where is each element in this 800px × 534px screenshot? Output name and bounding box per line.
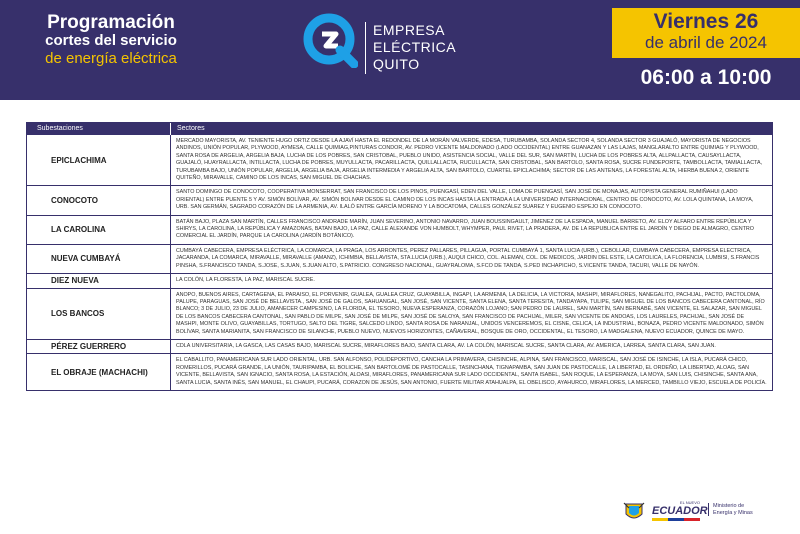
coat-of-arms-icon bbox=[622, 500, 646, 524]
column-header-sectors: Sectores bbox=[177, 125, 205, 132]
ministry-line-1: Ministerio de bbox=[713, 503, 745, 509]
sector-list: BATÁN BAJO, PLAZA SAN MARTÍN, CALLES FRANCISCO ANDRADE MARÍN, JUAN SEVERINO, ANTONIO NAVARRO, JUAN BOUSSINGAULT, JIMENEZ DE LA ESPADA, MANUEL BARRETO, AV. ELOY ALFARO ENTRE REPÚBLICA Y SHIRYS, LA CAROLINA, LA REPÚBLICA Y AMAZONAS, BATAN BAJO, LA PAZ, CALLE ALEXANDE VON HUMBOLT, WHYMPER, PAUL RIVET, LA PRADERA, AV. DE LA REPUBLICA ENTRE EL JARDÍN Y DIEGO DE ALMAGRO, CENTRO COMERCIAL EL JARDÍN, PARQUE LA CAROLINA (JARDÍN BOTÁNICO). bbox=[176, 218, 754, 240]
substation-name: LOS BANCOS bbox=[27, 289, 171, 339]
date-box bbox=[612, 8, 800, 58]
table-header bbox=[27, 123, 772, 135]
sector-list: MERCADO MAYORISTA, AV. TENIENTE HUGO ORTIZ DESDE LA AJAVÍ HASTA EL REDONDEL DE LA MORÁN VALVERDE, EDESA, TURUBAMBA, SOLANDA SECTOR 4, SOLANDA SECTOR 3 GUAJALÓ, MAYORISTA DE NEGOCIOS ANDINOS, UNIÓN POPULAR, PLYWOOD, AYMESA, CALLE QUIMIAG,PINTURAS CONDOR, AV. PEDRO VICENTE MALDONADO (LADO OCCIDENTAL) ENTRE GUANAZAN Y LAS LAJAS, MANGLARALTO ENTRE QUIMIAG Y PLYWOOD, SANTA ROSA DE ARGELIA, ARGELIA BAJA, LUCHA DE LOS POBRES, SAN CRISTOBAL, PUEBLO UNIDO, ASISTENCIA SOCIAL, VALLE DEL SUR, SAN MARTÍN, LUCHA DE LOS POBRES ALTA, ALLPALLACTA, CAUSAYLLACTA, GUAJALÓ, HUAYRALLACTA, INTILLACTA, LUCHA DE POBRES, MUYULLACTA, PACARILLACTA, QUILLALLACTA, RUCULLACTA, SAN CRISTOBAL, SAN BARTOLO, SANTA ROSA, SUCRE FUNDEPORTE, TAMBOLLACTA, TAMIALLACTA, TURUBAMBA BAJO, UNIÓN POPULAR, ARGELIA, ARGELIA BAJA, ARGELIA INTERMEDIA Y ARGELIA ALTA, SAN BARTOLO, CUARTEL EPICLACHIMA; SECTOR DE LAS ANTENAS, LA FORESTAL ALTA, HIERBA BUENA 2, ORIENTE QUITEÑO, MIRAVALLE, CAMINO DE LOS INCAS, SAN MIGUEL DE CHACHAS. bbox=[176, 138, 763, 182]
company-line-2: ELÉCTRICA bbox=[373, 39, 457, 55]
substation-name: EPICLACHIMA bbox=[27, 135, 171, 185]
flag-stripes bbox=[652, 518, 700, 521]
substation-name: CONOCOTO bbox=[27, 186, 171, 214]
substation-name: EL OBRAJE (MACHACHI) bbox=[27, 354, 171, 390]
substation-name: NUEVA CUMBAYÁ bbox=[27, 245, 171, 273]
table-row bbox=[27, 215, 772, 244]
sector-list: CDLA UNIVERSITARIA, LA GASCA, LAS CASAS BAJO, MARISCAL SUCRE, MIRAFLORES BAJO, SANTA CLARA, AV. LA COLÓN, MARISCAL SUCRE, SANTA CLARA, AV. AMERICA, LARREA, SANTA CLARA, SAN JUAN. bbox=[176, 342, 716, 349]
date-rest: de abril de 2024 bbox=[645, 33, 767, 52]
table-row bbox=[27, 185, 772, 214]
ministry-line-2: Energía y Minas bbox=[713, 509, 753, 516]
company-name bbox=[373, 22, 456, 73]
table-row bbox=[27, 288, 772, 339]
ministry-label bbox=[708, 503, 753, 516]
substation-name: LA CAROLINA bbox=[27, 216, 171, 244]
title-block bbox=[26, 14, 196, 68]
table-row bbox=[27, 353, 772, 390]
table-body bbox=[27, 135, 772, 390]
date-day: Viernes 26 bbox=[653, 10, 759, 33]
time-range: 06:00 a 10:00 bbox=[640, 66, 772, 89]
table-row bbox=[27, 135, 772, 185]
government-logo bbox=[652, 500, 708, 521]
title-line-3: de energía eléctrica bbox=[45, 50, 177, 67]
table-row bbox=[27, 273, 772, 287]
column-header-substations: Subestaciones bbox=[27, 123, 171, 135]
substation-name: PÉREZ GUERRERO bbox=[27, 340, 171, 353]
sector-list: CUMBAYÁ CABECERA, EMPRESA ELÉCTRICA, LA COMARCA, LA PRAGA, LOS ARRONTES, PEREZ PALLARES, PILLAGUA, PORTAL CUMBAYÁ 1, SANTA LUCIA (URB.), CEBOLLAR, CUMBAYA CABECERA, EMPRESA ELECTRICA, JACARANDA, LA COMARCA, MIRAVALLE, MIRAVALLE (AMANZ), ICHIMBIA, BELLAVISTA, STA.LUCIA (URB.), AUQUI CHICO, COL. ALEMAN, COL. DE MEDICOS, JARDIN DEL ESTE, LA CATOLICA, LA FLORENCIA, LUMBISI, S.FRANCIS PINSHA, S.FRANCISCO TANDA, S.JOSE, S.JUAN, S.JUAN ALTO, S.PATRICIO. CONGRESO NACIONAL, GUAYRALOMA, S.FCO DE TANDA, S.PED INCHAPICHO, S.VICENTE TANDA, TACURI, VALLE DE NAYÓN. bbox=[176, 247, 760, 269]
table-row bbox=[27, 339, 772, 353]
title-line-1: Programación bbox=[47, 12, 175, 33]
company-line-1: EMPRESA bbox=[373, 22, 445, 38]
logo-separator bbox=[365, 22, 366, 74]
title-line-2: cortes del servicio bbox=[45, 32, 177, 49]
eeq-logo-icon bbox=[302, 12, 358, 68]
table-row bbox=[27, 244, 772, 273]
outage-table bbox=[26, 122, 773, 391]
header-banner bbox=[0, 0, 800, 100]
substation-name: DIEZ NUEVA bbox=[27, 274, 171, 287]
sector-list: ANOPO, BUENOS AIRES, CARTAGENA, EL PARAISO, EL PORVENIR, GUALEA, GUALEA CRUZ, GUAYABILLA, INGAPI, LA ARMENIA, LA DELICIA, LA VICTORIA, MASHPI, MIRAFLORES, NANEGALITO, PACHIJAL, PACTO, PACTOLOMA, PALUPE, PARAGUAS, SAN JOSÉ DE BELLAVISTA., SAN JOSÉ DE GALOS, SAHUANGAL, SAN JOSÉ, SAN VICENTE, SANTA ELENA, SANTA TERESITA, TANDAYAPA, TULIPE, SAN MIGUEL DE LOS BANCOS CABECERA CANTONAL, RÍO BLANCO; 3 DE JULIO, 23 DE JULIO, AMANECER CAMPESINO, LA FLORIDA, EL TESORO, NUEVA ESPERANZA, CORAZÓN LOJANO; SAN PEDRO DE LAUREL, SAN MARTÍN, SAN BERNABÉ, SAN VICENTE, EL SALAZAR, SAN MIGUEL DE LOS BANCOS CABECERA CANTONAL, SAN PABLO DE MILPE, SAN JOSÉ DE MILPE, SAN JOSÉ DE SALOYA, SAN FRANCISCO DE PACHIJAL, MILER, SAN VICENTE DE ANDOAS, LOS LAURELES, PACHIJAL, SAN JOSÉ DE MASHPI, MONTE OLIVO, GUAYABILLAS, TORTUGO, SALTO DEL TIGRE, SALCEDO LINDO, SANTA ROSA DE NARANJAL, UNIDOS VENCEREMOS, EL CISNE, CELICA, LA INDUSTRIAL, BONAZA, PEDRO VICENTE MALDONADO, SIMÓN BOLÍVAR, SANTA MARIANITA, SAN FRANCISCO DE SILANCHE, PUEBLO NUEVO, NUEVOS HORIZONTES, CAÑAVERAL, BOSQUE DE ORO, OCCIDENTAL, EL TESORO, LA MADGALENA, NUEVO ECUADOR, QUINCE DE MAYO. bbox=[176, 291, 765, 335]
sector-list: SANTO DOMINGO DE CONOCOTO, COOPERATIVA MONSERRAT, SAN FRANCISCO DE LOS PINOS, PUENGASÍ, EDEN DEL VALLE, LOMA DE PUENGASÍ, SAN JOSÉ DE MONAJAS, AUTOPISTA GENERAL RUMIÑAHUI (LADO ORIENTAL) ENTRE PUENTE 5 Y AV. SIMÓN BOLÍVAR, AV. SIMÓN BOLIVAR DESDE EL CAMINO DE LOS INCAS HASTA LA ENTRADA A LA UNIVERSIDAD INTERNACIONAL, CENTRO DE CONOCOTO, AV. LOLA QUINTANA, LA MOYA, URB. SAN GERMÁN, SAGRADO CORAZÓN DE LA ARMENIA, AV. ILALÓ ENTRE GARCÍA MORENO Y LA BOCATOMA, CALLES GONZÁLEZ SUAREZ Y EUGENIO ESPEJO EN CONOCOTO. bbox=[176, 189, 754, 211]
sector-list: LA COLÓN, LA FLORESTA, LA PAZ, MARISCAL SUCRE. bbox=[176, 277, 315, 284]
company-line-3: QUITO bbox=[373, 56, 420, 72]
government-tagline: EL NUEVO bbox=[679, 500, 700, 505]
government-name: ECUADOR bbox=[652, 505, 708, 517]
sector-list: EL CABALLITO, PANAMERICANA SUR LADO ORIENTAL, URB. SAN ALFONSO, POLIDEPORTIVO, CANCHA LA PRIMAVERA, CHISINCHE, ALPINA, SAN FRANCISCO, MARISCAL, SAN JOSÉ DE ISINCHE, LA ISLA, PUCARÁ CHICO, ROMERILLOS, PUCARÁ GRANDE, LA UNIÓN, TAURIPAMBA, EL BOLICHE, SAN BARTOLOMÉ DE PASTOCALLE, TASINCHANA, TIGNAPAMBA, SAN JUAN DE PASTOCALLE, LA LIBERTAD, EL ORDEÑO, LA LIBERTAD, ALOAG, SAN VICENTE, BELLAVISTA, SAN IGNACIO, SANTA ROSA, LA ESTACIÓN, ALOASI, MIRAFLORES, PANAMERICANA SUR LADO OCCIDENTAL, SANTA ISABEL, SAN ROQUE, LA ESPERANZA, LA MOYA, SAN LUIS, CHISINCHE, SANTA ANA, SANTA LUCIA, SANTA INÉS, SAN MANUEL, EL CHAUPI, PUCARÁ, CORAZON DE JESÚS, SAN ANTONIO, FUERTE MILITAR ATAHUALPA, EL OBELISCO, AYAHURCO, MIRAFLORES, LA MERCED, TAMBILLO VIEJO, ESCUELA DE POLICÍA. bbox=[176, 357, 767, 386]
